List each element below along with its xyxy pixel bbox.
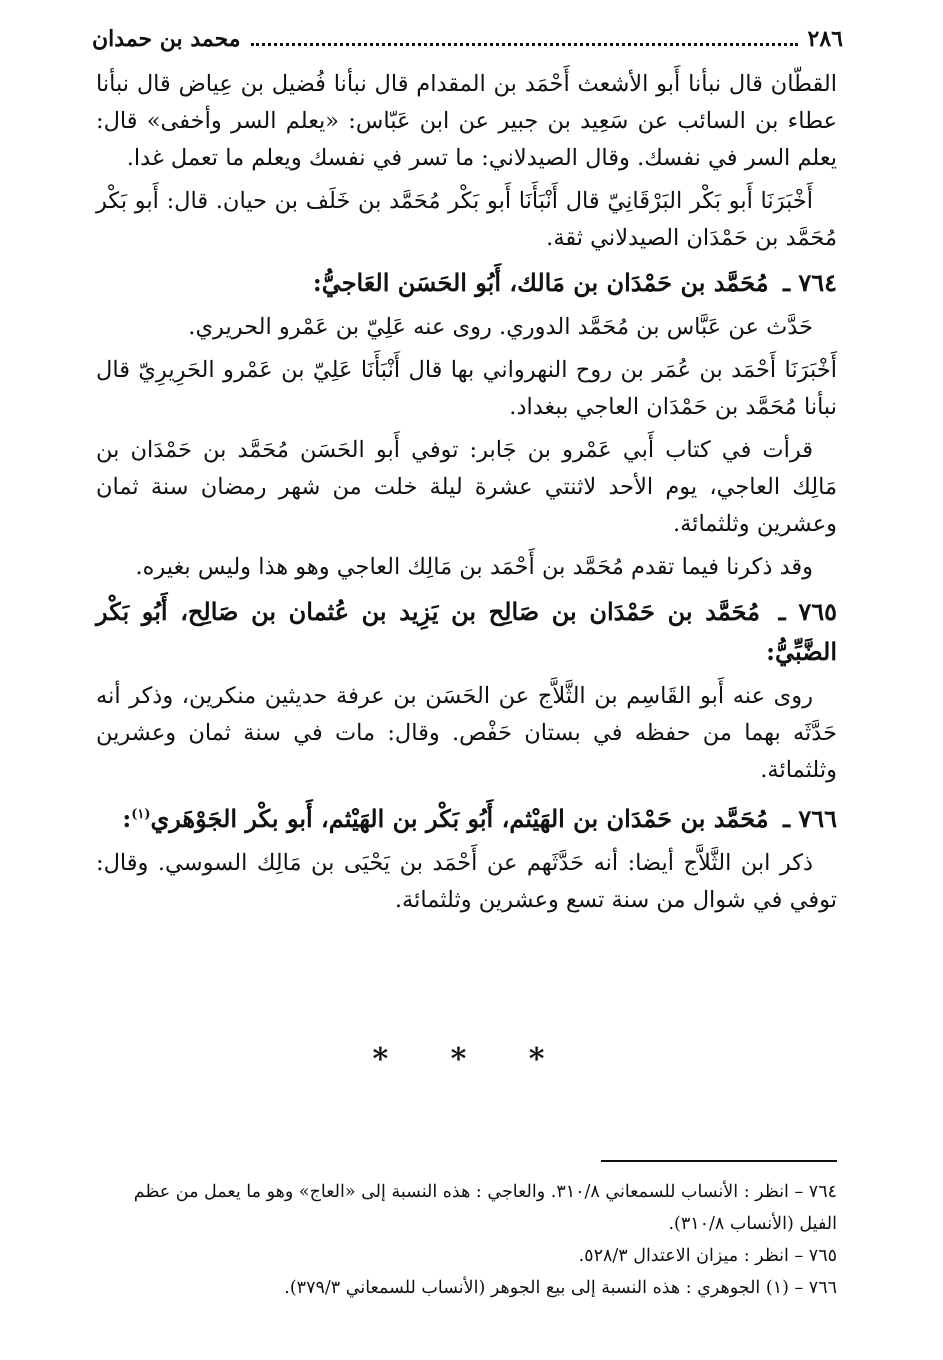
entry-title: مُحَمَّد بن حَمْدَان بن الهَيْثم، أَبُو بَكْر بن الهَيْثم، أَبو بكْر الجَوْهَري	[150, 804, 769, 833]
footnote-divider	[601, 1160, 837, 1162]
entry-number: ٧٦٤ ـ	[782, 268, 837, 297]
entry-number: ٧٦٦ ـ	[782, 804, 837, 833]
footnote: ٧٦٦ – (١) الجوهري : هذه النسبة إلى بيع الجوهر (الأنساب للسمعاني ٣٧٩/٣).	[284, 1278, 837, 1298]
running-header	[92, 26, 843, 52]
paragraph: أَخْبَرَنَا أَبو بَكْر البَرْقَانِيّ قال أَنْبَأَنَا أَبو بَكْر مُحَمَّد بن خَلَف بن حيان. قال: أَبو بَكْر مُحَمَّد بن حَمْدَان الصيدلاني ثقة.	[96, 188, 837, 251]
footnote: ٧٦٤ – انظر : الأنساب للسمعاني ٣١٠/٨. والعاجي : هذه النسبة إلى «العاج» وهو ما يعمل من عظم الفيل (الأنساب ٣١٠/٨).	[133, 1182, 837, 1234]
main-text	[96, 66, 837, 925]
footnote: ٧٦٥ – انظر : ميزان الاعتدال ٥٢٨/٣.	[578, 1246, 837, 1266]
entry-heading-765	[96, 592, 837, 672]
footnotes	[96, 1176, 837, 1304]
entry-number: ٧٦٥ ـ	[778, 597, 838, 626]
running-title: محمد بن حمدان	[92, 26, 241, 52]
entry-heading-766	[96, 795, 837, 839]
page-number: ٢٨٦	[807, 26, 843, 52]
entry-title: مُحَمَّد بن حَمْدَان بن صَالِح بن يَزِيد بن عُثمان بن صَالِح، أَبُو بَكْر الضَّبِّيُّ:	[96, 597, 837, 666]
entry-title: مُحَمَّد بن حَمْدَان بن مَالك، أَبُو الحَسَن العَاجيُّ:	[312, 268, 769, 297]
footnote-marker: (١)	[131, 807, 151, 822]
paragraph: القطّان قال نبأنا أَبو الأشعث أَحْمَد بن المقدام قال نبأنا فُضيل بن عِياض قال نبأنا عطاء بن السائب عن سَعِيد بن جبير عن ابن عَبّاس: «يعلم السر وأخفى» قال: يعلم السر في نفسك. وقال الصيدلاني: ما تسر في نفسك ويعلم ما تعمل غدا.	[96, 71, 837, 171]
paragraph: حَدَّث عن عَبَّاس بن مُحَمَّد الدوري. روى عنه عَلِيّ بن عَمْرو الحريري.	[188, 314, 813, 340]
paragraph: روى عنه أَبو القَاسِم بن الثَّلاَّج عن الحَسَن بن عرفة حديثين منكرين، وذكر أنه حَدَّثَه بهما من حفظه في بستان حَفْص. وقال: مات في سنة ثمان وعشرين وثلثمائة.	[96, 683, 837, 783]
heading-colon: :	[122, 804, 132, 833]
header-dot-leader	[251, 33, 798, 46]
paragraph: ذكر ابن الثَّلاَّج أيضا: أنه حَدَّثَهم عن أَحْمَد بن يَحْيَى بن مَالِك السوسي. وقال: توفي في شوال من سنة تسع وعشرين وثلثمائة.	[96, 850, 837, 913]
paragraph: قرأت في كتاب أَبي عَمْرو بن جَابر: توفي أَبو الحَسَن مُحَمَّد بن حَمْدَان بن مَالِك العاجي، يوم الأحد لاثنتي عشرة ليلة خلت من شهر رمضان سنة ثمان وعشرين وثلثمائة.	[96, 437, 837, 537]
paragraph: أَخْبَرَنَا أَحْمَد بن عُمَر بن روح النهرواني بها قال أَنْبَأَنَا عَلِيّ بن عَمْرو الحَرِيرِيّ قال نبأنا مُحَمَّد بن حَمْدَان العاجي ببغداد.	[96, 357, 837, 420]
section-separator: * * *	[372, 1042, 571, 1077]
paragraph: وقد ذكرنا فيما تقدم مُحَمَّد بن أَحْمَد بن مَالِك العاجي وهو هذا وليس بغيره.	[135, 554, 813, 580]
entry-heading-764	[96, 263, 837, 303]
